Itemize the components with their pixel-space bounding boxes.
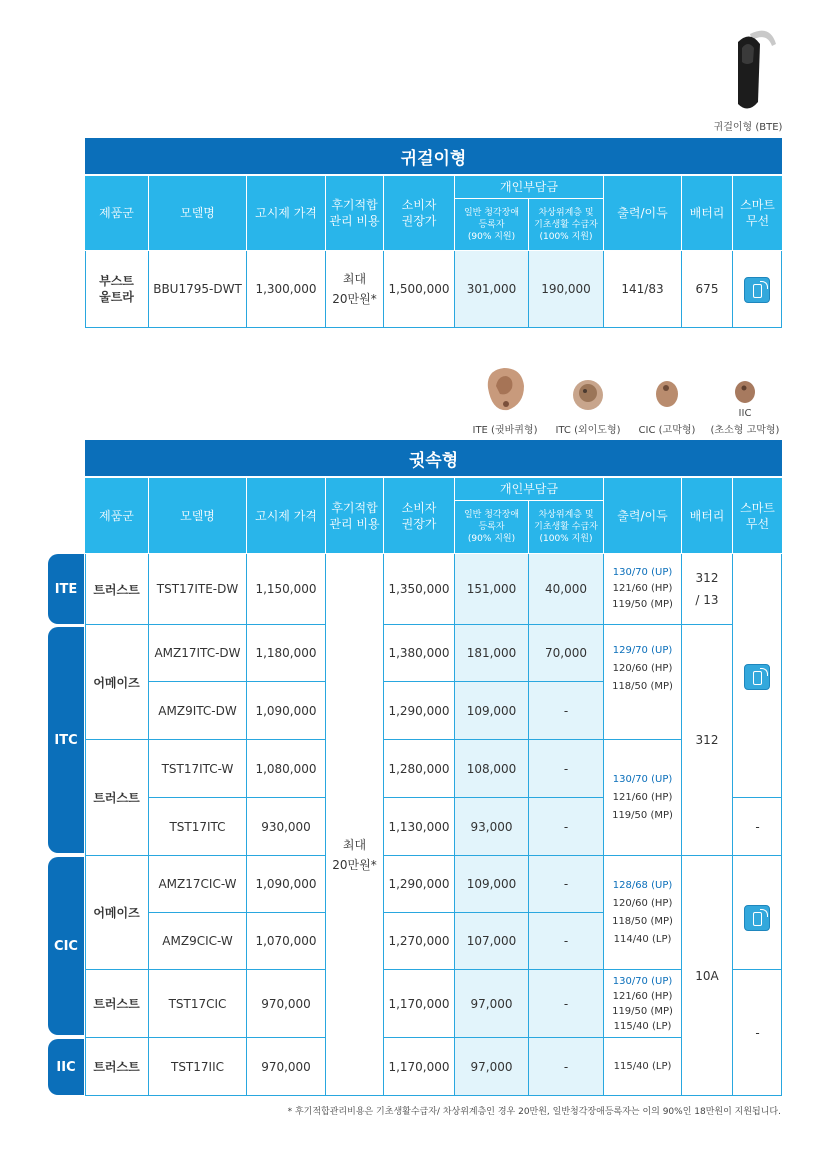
output-cell-trust-itc [604, 740, 681, 855]
header-smart-line1: 스마트 [740, 198, 775, 212]
smart-dash: - [755, 819, 760, 834]
header-low-line3: (100% 지원) [539, 231, 593, 242]
group-amaze-itc: 어메이즈 [93, 675, 140, 690]
footnote: * 후기적합관리비용은 기초생활수급자/ 차상위계층인 경우 20만원, 일반청각장애등록자는 이의 90%인 18만원이 지원됩니다. [287, 1107, 781, 1117]
header-smart-line2: 무선 [745, 214, 770, 228]
grid-line [85, 624, 326, 625]
bte-battery: 675 [695, 282, 719, 296]
type-tab-iic: IIC [48, 1039, 84, 1095]
general-cell: 97,000 [470, 996, 513, 1011]
low-cell: - [563, 819, 569, 834]
header-smart [733, 176, 782, 250]
output-line: 121/60 (HP) [612, 791, 673, 803]
iic-caption-line1: IIC [738, 408, 752, 419]
itc-caption: ITC (외이도형) [555, 425, 621, 436]
battery-line2: / 13 [695, 593, 719, 607]
header-general-line3: (90% 지원) [467, 231, 516, 242]
general-cell: 93,000 [470, 819, 513, 834]
header-mgmt-line1: 후기적합 [331, 500, 378, 515]
header-product-group: 제품군 [85, 478, 148, 553]
msrp-cell: 1,380,000 [388, 646, 450, 660]
header-msrp [384, 478, 454, 553]
battery-cell-cic-iic: 10A [695, 968, 719, 983]
header-low-line2: 기초생활 수급자 [534, 522, 598, 532]
price-cell: 1,090,000 [255, 703, 317, 718]
itc-device-image [571, 376, 605, 412]
model-cell: TST17IIC [170, 1059, 224, 1074]
price-cell: 970,000 [261, 996, 311, 1011]
output-line: 120/60 (HP) [612, 897, 673, 909]
smart-wireless-icon-ite-itc [744, 664, 770, 690]
header-copay: 개인부담금 [455, 478, 603, 500]
general-cell: 107,000 [466, 934, 517, 948]
grid-line [246, 251, 247, 328]
output-cell-amaze-itc [604, 625, 681, 739]
msrp-cell: 1,170,000 [388, 996, 450, 1011]
ite-device-image [482, 364, 528, 414]
grid-line [148, 554, 149, 1095]
grid-line [454, 251, 455, 328]
header-mgmt-line2: 관리 비용 [329, 516, 380, 531]
general-cell: 151,000 [466, 582, 517, 596]
bte-output: 141/83 [621, 282, 664, 296]
bte-product-group [85, 251, 148, 327]
model-cell: AMZ9CIC-W [162, 934, 233, 948]
cic-device-image [654, 378, 680, 410]
header-copay: 개인부담금 [455, 176, 603, 198]
price-cell: 1,150,000 [255, 582, 317, 596]
model-cell: AMZ17ITC-DW [154, 646, 241, 660]
inear-mgmt-cost [326, 554, 383, 1095]
model-cell: TST17ITC [169, 819, 226, 834]
header-general-line3: (90% 지원) [467, 534, 516, 544]
model-cell: AMZ9ITC-DW [158, 703, 237, 718]
header-mgmt [326, 176, 383, 250]
msrp-cell: 1,350,000 [388, 582, 450, 596]
bte-table-title: 귀걸이형 [85, 138, 782, 174]
grid-line [732, 251, 733, 328]
grid-line [148, 797, 326, 798]
low-cell: - [563, 877, 569, 891]
grid-line [85, 1095, 782, 1096]
general-cell: 109,000 [466, 703, 517, 718]
header-general-line2: 등록자 [478, 522, 505, 532]
output-line: 130/70 (UP) [612, 567, 673, 578]
general-cell: 181,000 [466, 646, 517, 660]
header-general [455, 199, 528, 250]
msrp-cell: 1,170,000 [388, 1059, 450, 1074]
header-mgmt [326, 478, 383, 553]
output-line: 130/70 (UP) [612, 975, 673, 987]
group-amaze-cic: 어메이즈 [93, 906, 140, 920]
output-line: 118/50 (MP) [612, 915, 673, 927]
inear-mgmt-line1: 최대 [342, 837, 367, 852]
smart-dash: - [755, 1025, 760, 1040]
model-cell: TST17ITC-W [161, 761, 234, 776]
grid-line [454, 554, 455, 1095]
model-cell: AMZ17CIC-W [158, 877, 237, 891]
bte-model: BBU1795-DWT [153, 282, 242, 296]
grid-line [325, 554, 326, 1095]
inear-table-title: 귓속형 [85, 440, 782, 476]
header-smart-line2: 무선 [745, 516, 770, 531]
bte-group-line1: 부스트 [99, 274, 134, 288]
iic-device-image [733, 378, 757, 406]
output-line: 130/70 (UP) [612, 773, 673, 785]
header-price: 고시제 가격 [247, 176, 325, 250]
grid-line [383, 624, 733, 625]
msrp-cell: 1,290,000 [388, 703, 450, 718]
header-msrp-line1: 소비자 [401, 198, 437, 212]
price-cell: 1,080,000 [255, 761, 317, 776]
header-product-group: 제품군 [85, 176, 148, 250]
header-low-line1: 차상위계층 및 [538, 510, 594, 520]
group-trust-ite: 트러스트 [93, 582, 140, 597]
price-cell: 1,070,000 [255, 934, 317, 948]
price-cell: 1,180,000 [255, 646, 317, 660]
output-line: 120/60 (HP) [612, 663, 673, 674]
battery-line1: 312 [695, 571, 719, 585]
grid-line [383, 554, 384, 1095]
grid-line [732, 797, 782, 798]
header-output: 출력/이득 [604, 478, 681, 553]
low-cell: 40,000 [545, 582, 587, 596]
grid-line [85, 554, 86, 1095]
grid-line [148, 912, 326, 913]
output-line: 121/60 (HP) [612, 583, 673, 594]
model-cell: TST17CIC [168, 996, 227, 1011]
grid-line [383, 797, 604, 798]
low-cell: 70,000 [545, 646, 587, 660]
output-cell-amaze-cic [604, 856, 681, 969]
grid-line [681, 251, 682, 328]
grid-line [681, 554, 682, 1095]
header-battery: 배터리 [682, 176, 732, 250]
grid-line [603, 251, 604, 328]
output-line: 118/50 (MP) [612, 681, 673, 692]
output-cell-iic [604, 1038, 681, 1095]
bte-caption: 귀걸이형 (BTE) [713, 122, 783, 133]
grid-line [528, 554, 529, 1095]
low-cell: - [563, 703, 569, 718]
msrp-cell: 1,270,000 [388, 934, 450, 948]
type-tab-ite: ITE [48, 554, 84, 624]
header-mgmt-line2: 관리 비용 [329, 214, 380, 228]
general-cell: 108,000 [466, 761, 517, 776]
header-msrp-line2: 권장가 [401, 516, 437, 531]
header-low-income [529, 199, 603, 250]
ite-caption: ITE (귓바퀴형) [472, 425, 538, 436]
battery-cell-ite [682, 554, 732, 624]
bte-low: 190,000 [541, 282, 591, 296]
model-cell: TST17ITE-DW [156, 582, 239, 596]
grid-line [383, 1037, 682, 1038]
grid-line [383, 912, 604, 913]
header-price: 고시제 가격 [247, 478, 325, 553]
iic-caption-line2: (초소형 고막형) [710, 425, 780, 436]
general-cell: 109,000 [466, 877, 517, 891]
output-line: 115/40 (LP) [613, 1060, 672, 1072]
group-trust-itc: 트러스트 [93, 791, 140, 805]
output-line: 121/60 (HP) [612, 990, 673, 1002]
msrp-cell: 1,290,000 [388, 877, 450, 891]
price-cell: 930,000 [261, 819, 311, 834]
header-general-line2: 등록자 [478, 219, 505, 230]
output-line: 128/68 (UP) [612, 879, 673, 891]
grid-line [148, 681, 326, 682]
header-low-line3: (100% 지원) [539, 534, 593, 544]
grid-line [325, 251, 326, 328]
battery-cell-itc: 312 [695, 733, 719, 747]
output-line: 119/50 (MP) [612, 1005, 673, 1017]
bte-mgmt-line1: 최대 [342, 272, 367, 286]
output-line: 119/50 (MP) [612, 809, 673, 821]
header-model: 모델명 [149, 176, 246, 250]
header-msrp-line2: 권장가 [401, 214, 437, 228]
type-tab-cic: CIC [48, 857, 84, 1035]
grid-line [528, 251, 529, 328]
grid-line [85, 739, 326, 740]
grid-line [383, 855, 782, 856]
grid-line [383, 251, 384, 328]
bte-price: 1,300,000 [255, 282, 317, 296]
general-cell: 97,000 [470, 1059, 513, 1074]
bte-general: 301,000 [466, 282, 517, 296]
grid-line [781, 554, 782, 1095]
header-output: 출력/이득 [604, 176, 681, 250]
grid-line [383, 739, 682, 740]
grid-line [85, 251, 86, 328]
low-cell: - [563, 934, 569, 948]
header-msrp [384, 176, 454, 250]
price-cell: 1,090,000 [255, 877, 317, 891]
price-cell: 970,000 [261, 1059, 311, 1074]
msrp-cell: 1,130,000 [388, 819, 450, 834]
grid-line [383, 969, 682, 970]
low-cell: - [563, 996, 569, 1011]
output-cell-ite [604, 554, 681, 624]
header-model: 모델명 [149, 478, 246, 553]
header-low-income [529, 501, 603, 553]
header-low-line2: 기초생활 수급자 [534, 219, 598, 230]
bte-device-image [720, 22, 780, 114]
smart-wireless-icon-cic [744, 905, 770, 931]
output-cell-trust-cic [604, 970, 681, 1037]
header-general-line1: 일반 청각장애 [463, 510, 520, 520]
grid-line [85, 1037, 326, 1038]
grid-line [781, 251, 782, 328]
grid-line [148, 251, 149, 328]
bte-mgmt [326, 251, 383, 327]
grid-line [732, 554, 733, 1095]
header-mgmt-line1: 후기적합 [331, 198, 378, 212]
grid-line [732, 969, 782, 970]
bte-group-line2: 울트라 [99, 290, 134, 304]
bte-mgmt-line2: 20만원* [332, 292, 377, 306]
inear-mgmt-line2: 20만원* [332, 857, 377, 872]
grid-line [85, 969, 326, 970]
low-cell: - [563, 1059, 569, 1074]
bte-smart-wireless-icon [744, 277, 770, 303]
msrp-cell: 1,280,000 [388, 761, 450, 776]
header-battery: 배터리 [682, 478, 732, 553]
type-tab-itc: ITC [48, 627, 84, 853]
header-general [455, 501, 528, 553]
output-line: 119/50 (MP) [612, 599, 673, 610]
low-cell: - [563, 761, 569, 776]
grid-line [85, 327, 782, 328]
output-line: 114/40 (LP) [613, 933, 672, 945]
header-low-line1: 차상위계층 및 [538, 207, 594, 218]
cic-caption: CIC (고막형) [638, 425, 696, 436]
header-smart [733, 478, 782, 553]
output-line: 115/40 (LP) [613, 1020, 672, 1032]
bte-msrp: 1,500,000 [388, 282, 450, 296]
header-smart-line1: 스마트 [740, 500, 775, 515]
grid-line [85, 855, 326, 856]
grid-line [603, 554, 604, 1095]
group-trust-cic: 트러스트 [93, 997, 140, 1011]
output-line: 129/70 (UP) [612, 645, 673, 656]
grid-line [383, 681, 604, 682]
header-general-line1: 일반 청각장애 [463, 207, 520, 218]
header-msrp-line1: 소비자 [401, 500, 437, 515]
grid-line [246, 554, 247, 1095]
group-trust-iic: 트러스트 [93, 1060, 140, 1074]
